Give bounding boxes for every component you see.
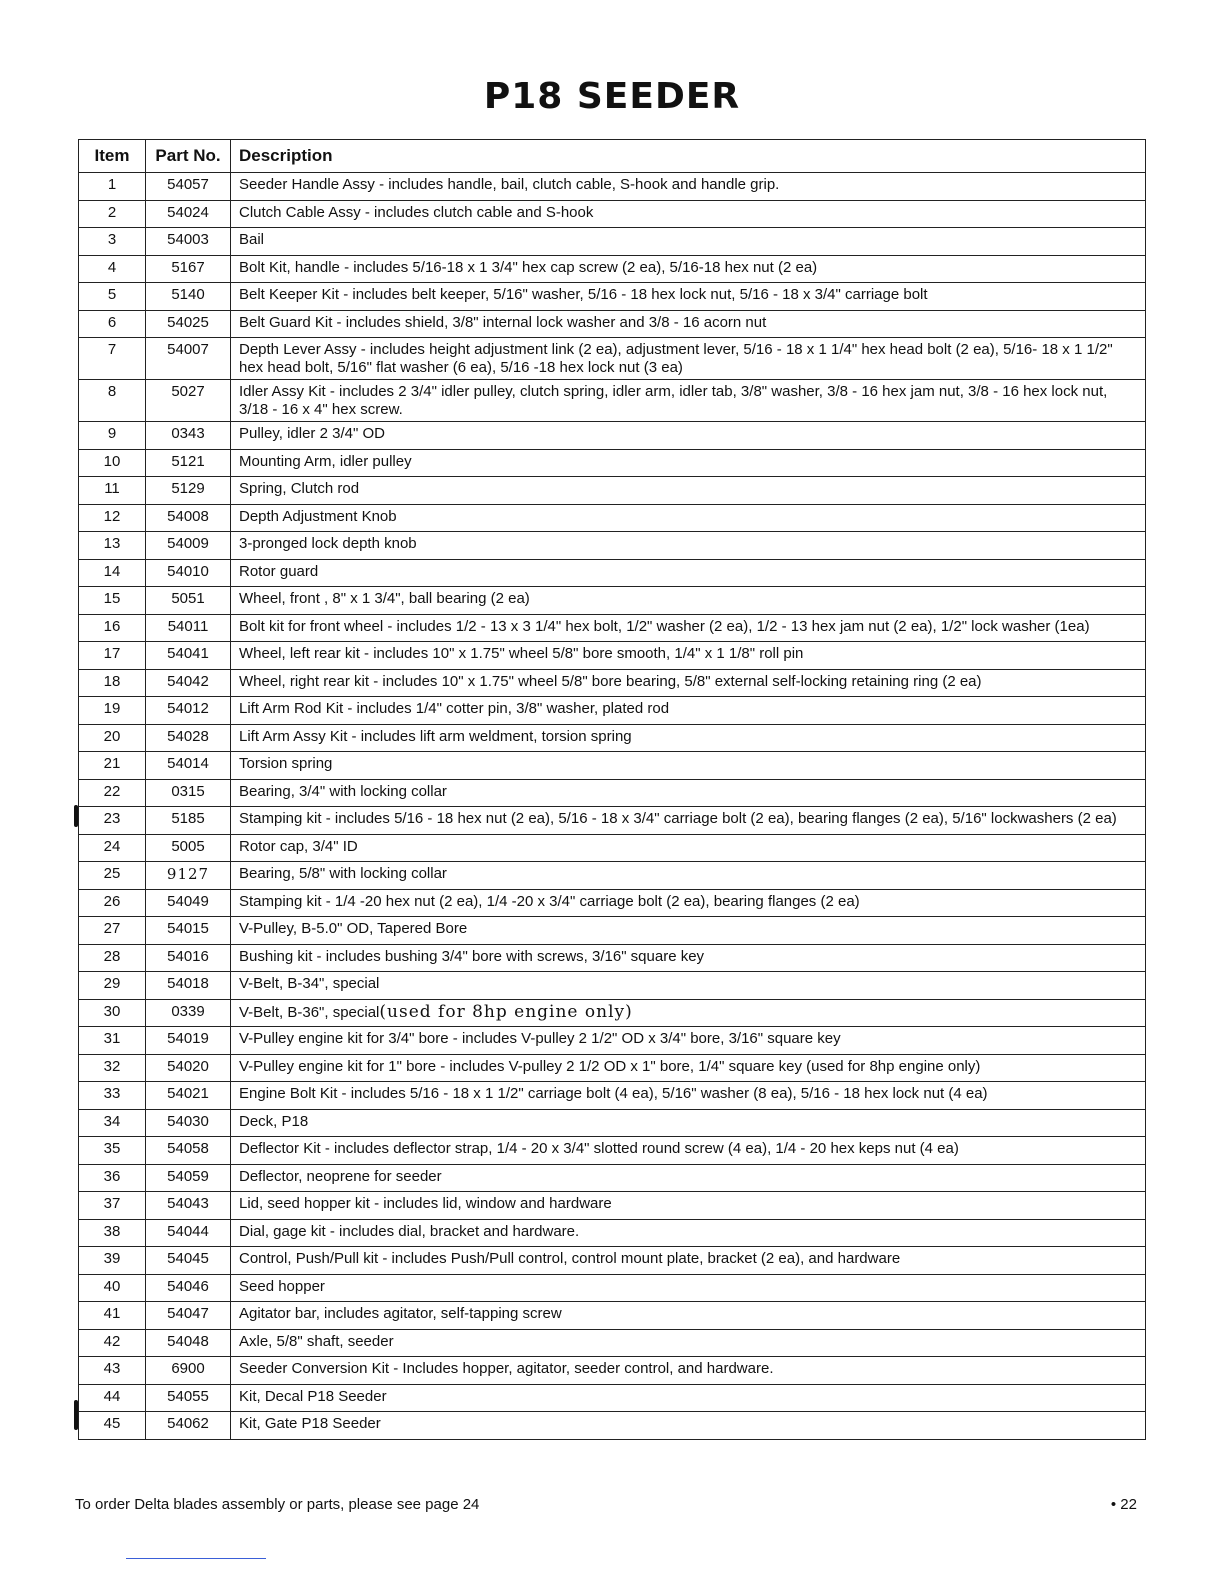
part-no-cell: 54010	[146, 559, 231, 587]
item-cell: 25	[79, 862, 146, 890]
table-row	[79, 380, 1146, 422]
part-no-cell: 54016	[146, 944, 231, 972]
part-no-cell: 5185	[146, 807, 231, 835]
table-row	[79, 200, 1146, 228]
page-title: P18 SEEDER	[483, 76, 741, 117]
description-cell	[231, 807, 1146, 835]
column-header-item: Item	[79, 140, 146, 173]
part-no-cell: 6900	[146, 1357, 231, 1385]
part-no-cell: 54008	[146, 504, 231, 532]
description-text: V-Belt, B-34", special	[239, 975, 380, 992]
table-row	[79, 1384, 1146, 1412]
part-no-cell: 5005	[146, 834, 231, 862]
footer-note: To order Delta blades assembly or parts, please see page 24	[75, 1496, 480, 1513]
description-text: Lift Arm Rod Kit - includes 1/4" cotter pin, 3/8" washer, plated rod	[239, 700, 670, 717]
description-cell	[231, 1027, 1146, 1055]
table-row	[79, 228, 1146, 256]
part-no-cell: 54012	[146, 697, 231, 725]
part-no-cell: 9127	[146, 862, 231, 890]
description-text: Seed hopper	[239, 1277, 325, 1295]
description-text: Clutch Cable Assy - includes clutch cable and S-hook	[239, 203, 594, 221]
item-cell: 3	[79, 228, 146, 256]
description-cell	[231, 449, 1146, 477]
description-cell	[231, 380, 1146, 422]
item-cell: 35	[79, 1137, 146, 1165]
description-cell	[231, 1274, 1146, 1302]
item-cell: 40	[79, 1274, 146, 1302]
item-cell: 27	[79, 917, 146, 945]
description-text: Engine Bolt Kit - includes 5/16 - 18 x 1 1/2" carriage bolt (4 ea), 5/16" washer (8 ea), 5/16 - 18 hex lock nut (4 ea)	[239, 1085, 988, 1102]
description-text: Axle, 5/8" shaft, seeder	[239, 1332, 394, 1350]
table-row	[79, 889, 1146, 917]
part-no-cell: 54044	[146, 1219, 231, 1247]
description-text: Mounting Arm, idler pulley	[239, 452, 412, 470]
table-row	[79, 917, 1146, 945]
table-row	[79, 724, 1146, 752]
part-no-cell: 54046	[146, 1274, 231, 1302]
table-row	[79, 1302, 1146, 1330]
part-no-cell: 54028	[146, 724, 231, 752]
part-no-cell: 54009	[146, 532, 231, 560]
item-cell: 26	[79, 889, 146, 917]
description-cell	[231, 200, 1146, 228]
description-text: Wheel, left rear kit - includes 10" x 1.75" wheel 5/8" bore smooth, 1/4" x 1 1/8" roll pin	[239, 645, 804, 662]
description-text: Dial, gage kit - includes dial, bracket and hardware.	[239, 1222, 580, 1240]
table-row	[79, 1247, 1146, 1275]
description-cell	[231, 1054, 1146, 1082]
description-cell	[231, 1082, 1146, 1110]
table-row	[79, 642, 1146, 670]
description-cell	[231, 1247, 1146, 1275]
part-no-cell: 5121	[146, 449, 231, 477]
item-cell: 37	[79, 1192, 146, 1220]
description-text: V-Belt, B-36", special	[239, 1003, 380, 1021]
column-header-part-no: Part No.	[146, 140, 231, 173]
part-no-cell: 54062	[146, 1412, 231, 1440]
description-cell	[231, 310, 1146, 338]
table-row	[79, 1109, 1146, 1137]
part-no-cell: 5027	[146, 380, 231, 422]
item-cell: 32	[79, 1054, 146, 1082]
description-text: Lift Arm Assy Kit - includes lift arm weldment, torsion spring	[239, 727, 632, 745]
table-row	[79, 173, 1146, 201]
description-text: Kit, Gate P18 Seeder	[239, 1415, 381, 1432]
description-cell	[231, 889, 1146, 917]
table-row	[79, 752, 1146, 780]
table-row	[79, 587, 1146, 615]
table-row	[79, 422, 1146, 450]
table-row	[79, 779, 1146, 807]
description-cell	[231, 944, 1146, 972]
description-text: Rotor guard	[239, 562, 319, 580]
description-cell	[231, 1137, 1146, 1165]
description-cell	[231, 1192, 1146, 1220]
description-text: 3-pronged lock depth knob	[239, 535, 417, 552]
item-cell: 39	[79, 1247, 146, 1275]
table-row	[79, 310, 1146, 338]
part-no-cell: 54042	[146, 669, 231, 697]
description-cell	[231, 559, 1146, 587]
part-no-cell: 0315	[146, 779, 231, 807]
item-cell: 9	[79, 422, 146, 450]
item-cell: 11	[79, 477, 146, 505]
item-cell: 23	[79, 807, 146, 835]
description-text: Stamping kit - includes 5/16 - 18 hex nut (2 ea), 5/16 - 18 x 3/4" carriage bolt (2 ea), bearing flanges (2 ea), 5/16" lockwashers (2 ea)	[239, 810, 1117, 827]
description-cell	[231, 173, 1146, 201]
part-no-cell: 54025	[146, 310, 231, 338]
part-no-cell: 0343	[146, 422, 231, 450]
description-cell	[231, 228, 1146, 256]
description-text: V-Pulley engine kit for 1" bore - includes V-pulley 2 1/2 OD x 1" bore, 1/4" square key (used for 8hp engine only)	[239, 1057, 981, 1075]
description-cell	[231, 917, 1146, 945]
part-no-cell: 54057	[146, 173, 231, 201]
item-cell: 19	[79, 697, 146, 725]
part-no-cell: 54015	[146, 917, 231, 945]
item-cell: 30	[79, 999, 146, 1027]
description-cell	[231, 532, 1146, 560]
description-text: Belt Keeper Kit - includes belt keeper, 5/16" washer, 5/16 - 18 hex lock nut, 5/16 - 18 x 3/4" carriage bolt	[239, 286, 928, 303]
parts-table	[78, 139, 1146, 1440]
description-cell	[231, 255, 1146, 283]
table-row	[79, 614, 1146, 642]
part-no-cell: 54055	[146, 1384, 231, 1412]
item-cell: 5	[79, 283, 146, 311]
description-text: V-Pulley, B-5.0" OD, Tapered Bore	[239, 920, 468, 937]
description-cell	[231, 697, 1146, 725]
table-row	[79, 944, 1146, 972]
description-text: Control, Push/Pull kit - includes Push/Pull control, control mount plate, bracket (2 ea), and hardware	[239, 1250, 901, 1267]
description-text: V-Pulley engine kit for 3/4" bore - includes V-pulley 2 1/2" OD x 3/4" bore, 3/16" square key	[239, 1030, 841, 1047]
parts-table-header	[79, 140, 1146, 173]
table-row	[79, 559, 1146, 587]
description-cell	[231, 614, 1146, 642]
item-cell: 21	[79, 752, 146, 780]
item-cell: 13	[79, 532, 146, 560]
description-cell	[231, 862, 1146, 890]
item-cell: 1	[79, 173, 146, 201]
description-cell	[231, 1109, 1146, 1137]
description-cell	[231, 1164, 1146, 1192]
table-row	[79, 532, 1146, 560]
description-cell	[231, 834, 1146, 862]
description-text: Belt Guard Kit - includes shield, 3/8" internal lock washer and 3/8 - 16 acorn nut	[239, 313, 767, 331]
table-row	[79, 1027, 1146, 1055]
table-row	[79, 1329, 1146, 1357]
table-row	[79, 338, 1146, 380]
item-cell: 18	[79, 669, 146, 697]
description-cell	[231, 779, 1146, 807]
item-cell: 17	[79, 642, 146, 670]
item-cell: 8	[79, 380, 146, 422]
part-no-cell: 54024	[146, 200, 231, 228]
table-row	[79, 449, 1146, 477]
part-no-cell: 54021	[146, 1082, 231, 1110]
description-text: Bolt Kit, handle - includes 5/16-18 x 1 3/4" hex cap screw (2 ea), 5/16-18 hex nut (2 ea)	[239, 258, 818, 276]
part-no-cell: 54003	[146, 228, 231, 256]
description-text: Bearing, 5/8" with locking collar	[239, 865, 447, 882]
item-cell: 14	[79, 559, 146, 587]
handwritten-note: (used for 8hp engine only)	[379, 1001, 633, 1022]
description-text: Deflector Kit - includes deflector strap, 1/4 - 20 x 3/4" slotted round screw (4 ea), 1/4 - 20 hex keps nut (4 ea)	[239, 1140, 959, 1157]
item-cell: 16	[79, 614, 146, 642]
description-text: Depth Adjustment Knob	[239, 507, 397, 525]
description-text: Seeder Conversion Kit - Includes hopper, agitator, seeder control, and hardware.	[239, 1360, 774, 1377]
item-cell: 33	[79, 1082, 146, 1110]
item-cell: 20	[79, 724, 146, 752]
table-row	[79, 807, 1146, 835]
description-cell	[231, 999, 1146, 1027]
page-footer	[75, 1496, 1137, 1513]
description-text: Idler Assy Kit - includes 2 3/4" idler pulley, clutch spring, idler arm, idler tab, 3/8" washer, 3/8 - 16 hex jam nut, 3/8 - 16 hex lock nut, 3/18 - 16 x 4" hex screw.	[239, 383, 1108, 418]
part-no-cell: 5129	[146, 477, 231, 505]
description-text: Deck, P18	[239, 1112, 309, 1130]
description-cell	[231, 1357, 1146, 1385]
description-text: Wheel, front , 8" x 1 3/4", ball bearing (2 ea)	[239, 590, 530, 607]
part-no-cell: 54047	[146, 1302, 231, 1330]
column-header-description: Description	[231, 140, 1146, 173]
table-row	[79, 1192, 1146, 1220]
item-cell: 4	[79, 255, 146, 283]
description-cell	[231, 1412, 1146, 1440]
item-cell: 41	[79, 1302, 146, 1330]
item-cell: 22	[79, 779, 146, 807]
header-row	[79, 140, 1146, 173]
item-cell: 28	[79, 944, 146, 972]
part-no-cell: 54058	[146, 1137, 231, 1165]
item-cell: 15	[79, 587, 146, 615]
table-row	[79, 669, 1146, 697]
part-no-cell: 54018	[146, 972, 231, 1000]
part-no-cell: 54041	[146, 642, 231, 670]
description-text: Wheel, right rear kit - includes 10" x 1.75" wheel 5/8" bore bearing, 5/8" external self-locking retaining ring (2 ea)	[239, 672, 982, 690]
part-no-cell: 54049	[146, 889, 231, 917]
description-text: Seeder Handle Assy - includes handle, bail, clutch cable, S-hook and handle grip.	[239, 176, 780, 193]
table-row	[79, 283, 1146, 311]
table-row	[79, 1164, 1146, 1192]
description-cell	[231, 504, 1146, 532]
binding-mark	[74, 805, 78, 827]
table-row	[79, 862, 1146, 890]
part-no-cell: 54011	[146, 614, 231, 642]
table-row	[79, 999, 1146, 1027]
item-cell: 34	[79, 1109, 146, 1137]
item-cell: 31	[79, 1027, 146, 1055]
description-text: Lid, seed hopper kit - includes lid, window and hardware	[239, 1195, 612, 1212]
description-text: Bushing kit - includes bushing 3/4" bore with screws, 3/16" square key	[239, 947, 705, 965]
description-text: Deflector, neoprene for seeder	[239, 1167, 442, 1185]
description-text: Pulley, idler 2 3/4" OD	[239, 425, 385, 442]
description-text: Rotor cap, 3/4" ID	[239, 837, 358, 855]
part-no-cell: 54043	[146, 1192, 231, 1220]
description-text: Bolt kit for front wheel - includes 1/2 - 13 x 3 1/4" hex bolt, 1/2" washer (2 ea), 1/2 - 13 hex jam nut (2 ea), 1/2" lock washer (1ea)	[239, 617, 1090, 635]
scan-edge-line	[126, 1558, 266, 1559]
table-row	[79, 477, 1146, 505]
description-text: Agitator bar, includes agitator, self-tapping screw	[239, 1305, 562, 1322]
description-cell	[231, 972, 1146, 1000]
item-cell: 43	[79, 1357, 146, 1385]
description-text: Bearing, 3/4" with locking collar	[239, 782, 447, 800]
description-cell	[231, 1302, 1146, 1330]
part-no-cell: 54019	[146, 1027, 231, 1055]
description-cell	[231, 724, 1146, 752]
description-cell	[231, 669, 1146, 697]
table-row	[79, 697, 1146, 725]
table-row	[79, 1274, 1146, 1302]
table-row	[79, 972, 1146, 1000]
item-cell: 45	[79, 1412, 146, 1440]
table-row	[79, 255, 1146, 283]
description-text: Depth Lever Assy - includes height adjustment link (2 ea), adjustment lever, 5/16 - 18 x 1 1/4" hex head bolt (2 ea), 5/16- 18 x 1 1/2" hex head bolt, 5/16" flat washer (6 ea), 5/16 -18 hex lock nut (3 ea)	[239, 341, 1113, 376]
item-cell: 44	[79, 1384, 146, 1412]
description-text: Bail	[239, 231, 265, 248]
table-row	[79, 1082, 1146, 1110]
binding-mark	[74, 1400, 78, 1430]
description-text: Stamping kit - 1/4 -20 hex nut (2 ea), 1/4 -20 x 3/4" carriage bolt (2 ea), bearing flanges (2 ea)	[239, 892, 860, 910]
description-cell	[231, 1384, 1146, 1412]
parts-table-body	[79, 173, 1146, 1440]
part-no-cell: 54030	[146, 1109, 231, 1137]
description-cell	[231, 422, 1146, 450]
description-cell	[231, 338, 1146, 380]
description-cell	[231, 477, 1146, 505]
item-cell: 42	[79, 1329, 146, 1357]
item-cell: 10	[79, 449, 146, 477]
description-text: Torsion spring	[239, 755, 333, 772]
table-row	[79, 1054, 1146, 1082]
part-no-cell: 5167	[146, 255, 231, 283]
table-row	[79, 834, 1146, 862]
part-no-cell: 5140	[146, 283, 231, 311]
part-no-cell: 54059	[146, 1164, 231, 1192]
description-text: Kit, Decal P18 Seeder	[239, 1387, 387, 1405]
description-cell	[231, 642, 1146, 670]
part-no-cell: 54014	[146, 752, 231, 780]
item-cell: 36	[79, 1164, 146, 1192]
item-cell: 12	[79, 504, 146, 532]
item-cell: 6	[79, 310, 146, 338]
description-cell	[231, 752, 1146, 780]
item-cell: 24	[79, 834, 146, 862]
description-text: Spring, Clutch rod	[239, 480, 360, 497]
part-no-cell: 54007	[146, 338, 231, 380]
item-cell: 38	[79, 1219, 146, 1247]
part-no-cell: 0339	[146, 999, 231, 1027]
item-cell: 2	[79, 200, 146, 228]
description-cell	[231, 1219, 1146, 1247]
item-cell: 29	[79, 972, 146, 1000]
page-number: • 22	[1110, 1496, 1137, 1513]
item-cell: 7	[79, 338, 146, 380]
part-no-cell: 54020	[146, 1054, 231, 1082]
description-cell	[231, 1329, 1146, 1357]
part-no-cell: 54048	[146, 1329, 231, 1357]
table-row	[79, 1357, 1146, 1385]
table-row	[79, 1137, 1146, 1165]
part-no-cell: 54045	[146, 1247, 231, 1275]
table-row	[79, 504, 1146, 532]
description-cell	[231, 587, 1146, 615]
part-no-cell: 5051	[146, 587, 231, 615]
table-row	[79, 1219, 1146, 1247]
table-row	[79, 1412, 1146, 1440]
description-cell	[231, 283, 1146, 311]
